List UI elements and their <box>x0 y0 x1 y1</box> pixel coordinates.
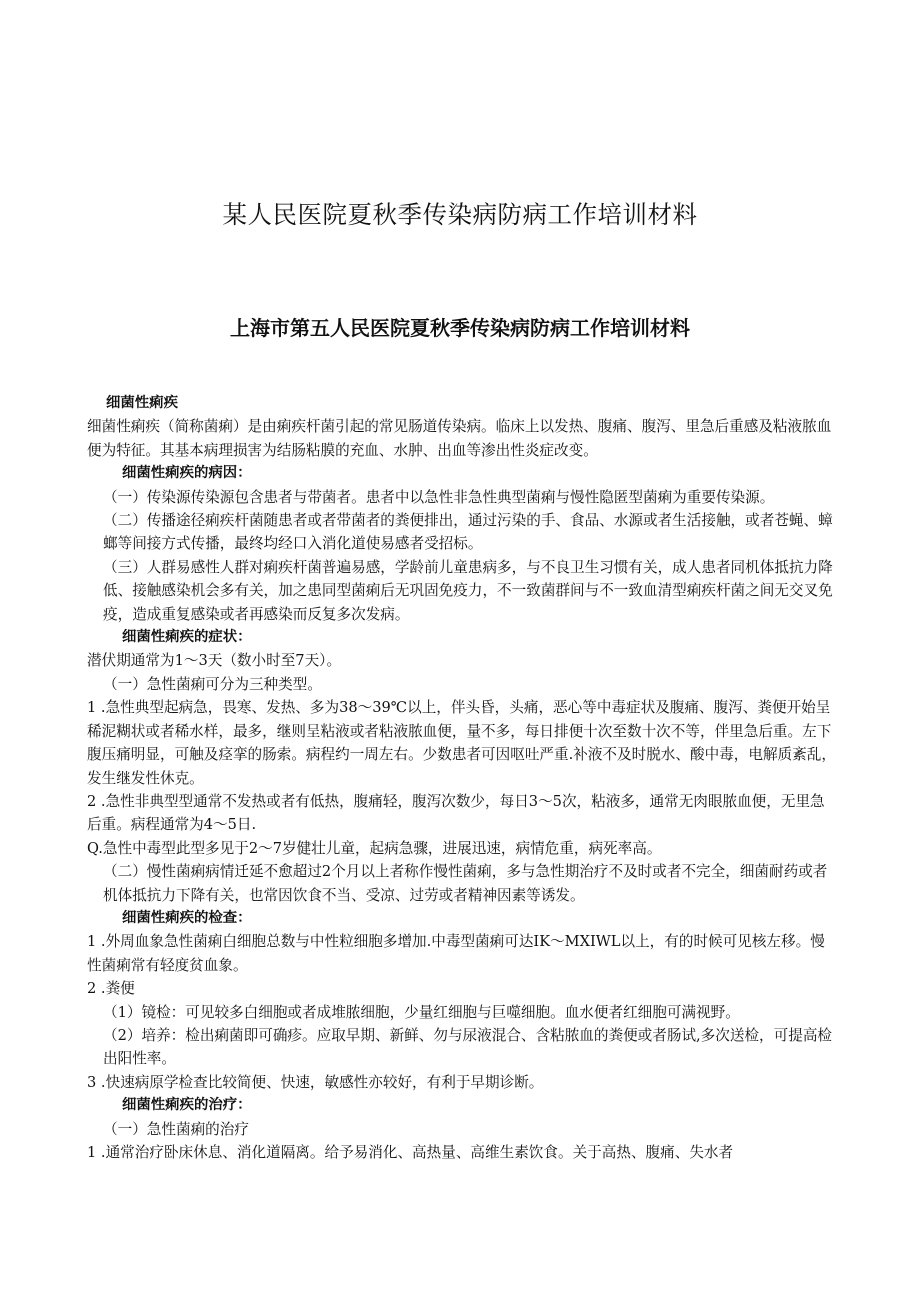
paragraph: 潜伏期通常为1～3天（数小时至7天）。 <box>87 652 342 670</box>
paragraph: （一）传染源传染源包含患者与带菌者。患者中以急性非急性典型菌痢与慢性隐匿型菌痢为重要传染源。 <box>103 488 775 506</box>
section-heading: 细菌性痢疾的症状： <box>122 629 252 646</box>
paragraph: （一）急性菌痢的治疗 <box>103 1120 249 1138</box>
document-title: 某人民医院夏秋季传染病防病工作培训材料 <box>222 200 698 229</box>
paragraph: Q.急性中毒型此型多见于2～7岁健壮儿童，起病急骤，进展迅速，病情危重，病死率高。 <box>87 839 662 857</box>
section-heading: 细菌性痢疾的病因： <box>122 465 252 482</box>
paragraph: 细菌性痢疾（简称菌痢）是由痢疾杆菌引起的常见肠道传染病。临床上以发热、腹痛、腹泻、里急后重感及粘液脓血便为特征。其基本病理损害为结肠粘膜的充血、水肿、出血等渗出性炎症改变。 <box>87 418 832 459</box>
paragraph: （二）传播途径痢疾杆菌随患者或者带菌者的粪便排出，通过污染的手、食品、水源或者生活接触，或者苍蝇、蟑螂等间接方式传播，最终均经口入消化道使易感者受招标。 <box>103 512 833 553</box>
paragraph: 2 .急性非典型型通常不发热或者有低热，腹痛轻，腹泻次数少，每日3～5次，粘液多，通常无肉眼脓血便，无里急后重。病程通常为4～5日. <box>87 792 825 834</box>
paragraph: （一）急性菌痢可分为三种类型。 <box>103 675 322 693</box>
paragraph: （2）培养：检出痢菌即可确疹。应取早期、新鲜、勿与尿液混合、含粘脓血的粪便或者肠试,多次送检，可提高检出阳性率。 <box>103 1026 833 1068</box>
paragraph: （二）慢性菌痢病情迁延不愈超过2个月以上者称作慢性菌痢，多与急性期治疗不及时或者不完全，细菌耐药或者机体抵抗力下降有关，也常因饮食不当、受凉、过劳或者精神因素等诱发。 <box>103 863 828 904</box>
paragraph: （三）人群易感性人群对痢疾杆菌普遍易感，学龄前儿童患病多，与不良卫生习惯有关，成人患者同机体抵抗力降低、接触感染机会多有关，加之患同型菌痢后无巩固免疫力，不一致菌群间与不一致血清型痢疾杆菌之间无交叉免疫，造成重复感染或者再感染而反复多次发病。 <box>103 558 833 623</box>
paragraph: 1 .外周血象急性菌痢白细胞总数与中性粒细胞多增加.中毒型菌痢可达IK～MXIWL以上，有的时候可见核左移。慢性菌痢常有轻度贫血象。 <box>87 933 825 974</box>
section-heading: 细菌性痢疾的治疗： <box>122 1097 252 1114</box>
document-body <box>87 392 839 1164</box>
paragraph: 1 .通常治疗卧床休息、消化道隔离。给予易消化、高热量、高维生素饮食。关于高热、腹痛、失水者 <box>87 1144 734 1161</box>
paragraph: （1）镜检：可见较多白细胞或者成堆脓细胞，少量红细胞与巨噬细胞。血水便者红细胞可满视野。 <box>103 1003 740 1021</box>
section-heading: 细菌性痢疾的检查： <box>122 909 252 926</box>
paragraph: 2 .粪便 <box>87 980 135 998</box>
section-heading: 细菌性痢疾 <box>106 395 178 411</box>
paragraph: 3 .快速病原学检查比较简便、快速，敏感性亦较好，有利于早期诊断。 <box>87 1073 544 1091</box>
document-subtitle: 上海市第五人民医院夏秋季传染病防病工作培训材料 <box>230 316 690 340</box>
paragraph: 1 .急性典型起病急，畏寒、发热、多为38～39℃以上，伴头昏，头痛，恶心等中毒症状及腹痛、腹泻、粪便开始呈稀泥糊状或者稀水样，最多，继则呈粘液或者粘液脓血便，量不多，每日排便十次至数十次不等，伴里急后重。左下腹压痛明显，可触及痉挛的肠索。病程约一周左右。少数患者可因呕吐严重.补液不及时脱水、酸中毒，电解质紊乱，发生继发性休克。 <box>87 699 836 787</box>
